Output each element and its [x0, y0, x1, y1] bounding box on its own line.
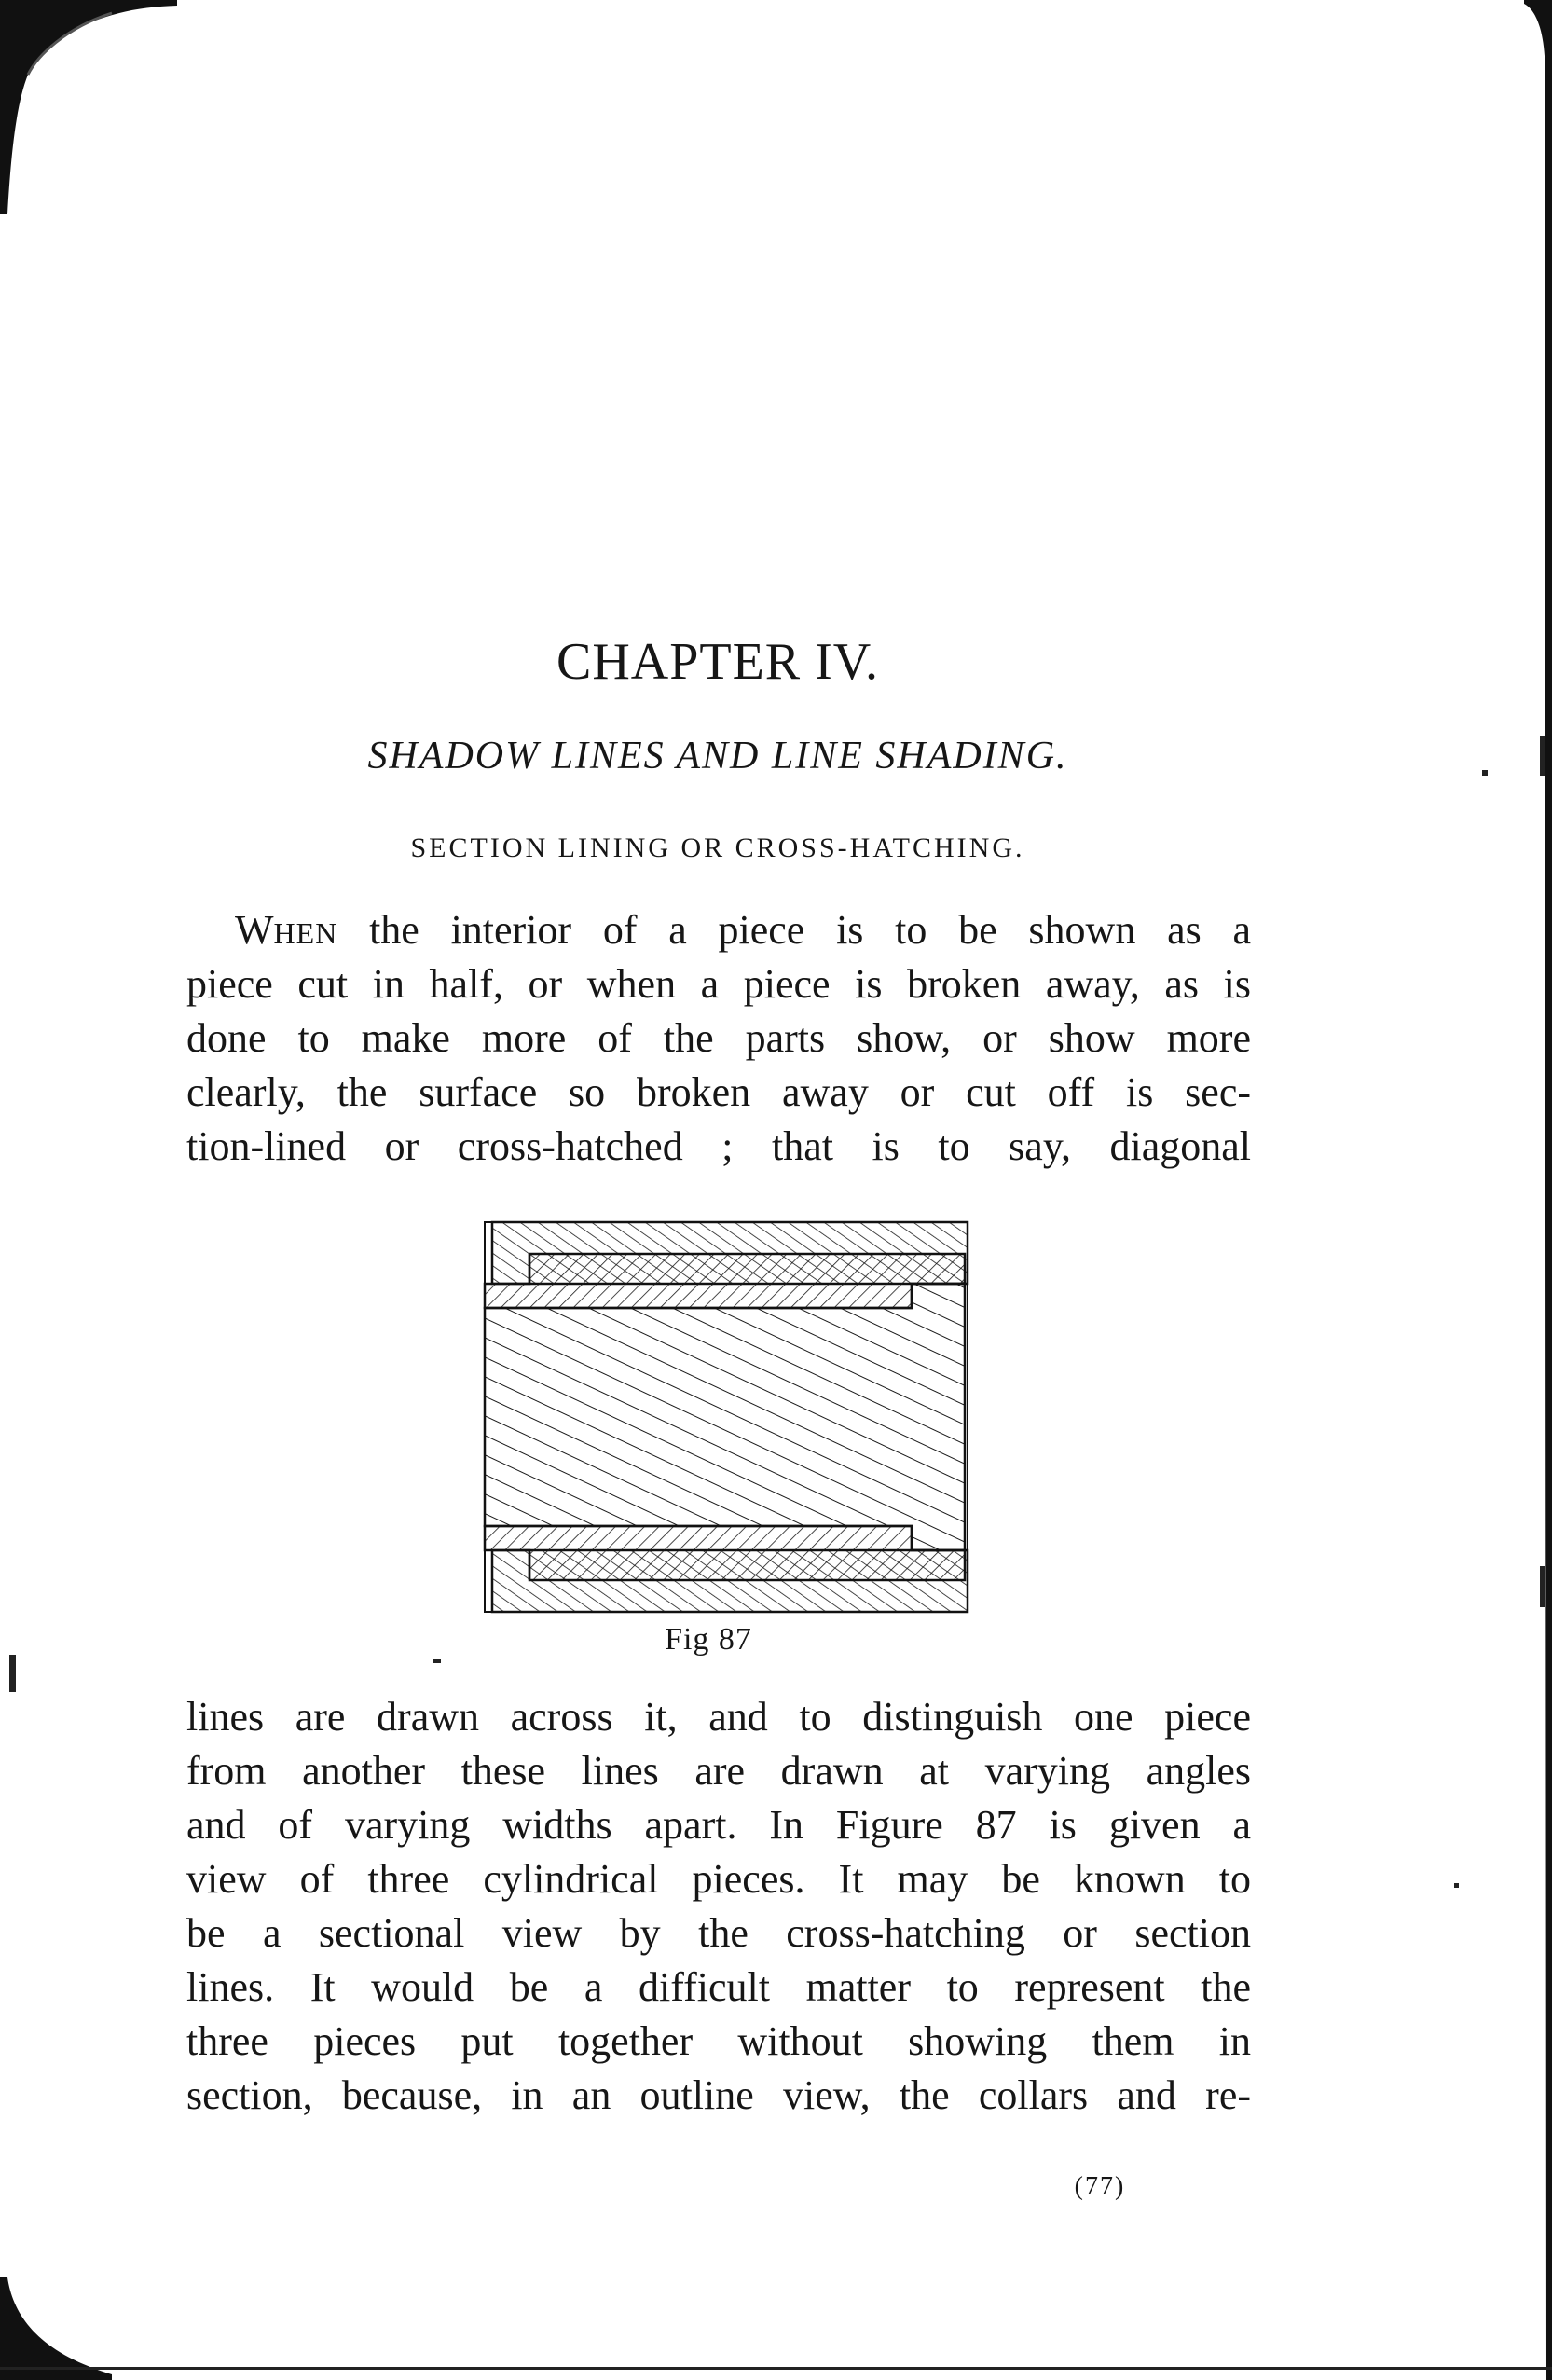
- paragraph-1-line: clearly, the surface so broken away or cut off is sec-: [186, 1069, 1251, 1115]
- paragraph-2-line: lines. It would be a difficult matter to represent the: [186, 1964, 1251, 2010]
- paragraph-1-line-1: [186, 903, 1251, 957]
- chapter-subtitle: SHADOW LINES AND LINE SHADING.: [367, 735, 1068, 777]
- paragraph-1: [186, 903, 1251, 1174]
- scan-speck: [1540, 736, 1545, 776]
- scan-edge-top-left: [0, 0, 177, 214]
- paragraph-2-line: view of three cylindrical pieces. It may be known to: [186, 1856, 1251, 1902]
- scan-speck: [1540, 1566, 1545, 1607]
- section-heading: SECTION LINING OR CROSS-HATCHING.: [410, 832, 1025, 863]
- middle-piece-top: [485, 1254, 965, 1308]
- inner-core: [485, 1284, 965, 1550]
- scan-speck: [1482, 770, 1488, 776]
- paragraph-2-line: lines are drawn across it, and to distinguish one piece: [186, 1694, 1251, 1740]
- scan-speck: [433, 1659, 441, 1663]
- first-line-text: the interior of a piece is to be shown as a: [369, 907, 1252, 953]
- page-number: (77): [1074, 2172, 1126, 2201]
- paragraph-2-line: section, because, in an outline view, the collars and re-: [186, 2072, 1251, 2118]
- paragraph-1-line: tion-lined or cross-hatched ; that is to say, diagonal: [186, 1123, 1251, 1169]
- smallcaps-word: HEN: [273, 916, 338, 950]
- scan-edge-right: [1524, 0, 1552, 2380]
- figure-caption: Fig 87: [665, 1622, 752, 1657]
- paragraph-2-line: and of varying widths apart. In Figure 87 is given a: [186, 1802, 1251, 1848]
- scan-edge-bottom: [0, 2361, 1552, 2380]
- paragraph-2-line: three pieces put together without showing them in: [186, 2018, 1251, 2064]
- drop-letter: W: [235, 907, 274, 953]
- middle-piece-bottom: [485, 1526, 965, 1580]
- paragraph-2-line: be a sectional view by the cross-hatching or section: [186, 1910, 1251, 1956]
- paragraph-2: [186, 1690, 1251, 2123]
- paragraph-1-line: piece cut in half, or when a piece is broken away, as is: [186, 961, 1251, 1007]
- scan-speck: [1454, 1883, 1459, 1888]
- figure-87-cross-section: [475, 1217, 975, 1617]
- paragraph-2-line: from another these lines are drawn at varying angles: [186, 1748, 1251, 1794]
- chapter-title: CHAPTER IV.: [556, 633, 879, 691]
- scan-speck: [9, 1655, 16, 1692]
- paragraph-1-line: done to make more of the parts show, or show more: [186, 1015, 1251, 1061]
